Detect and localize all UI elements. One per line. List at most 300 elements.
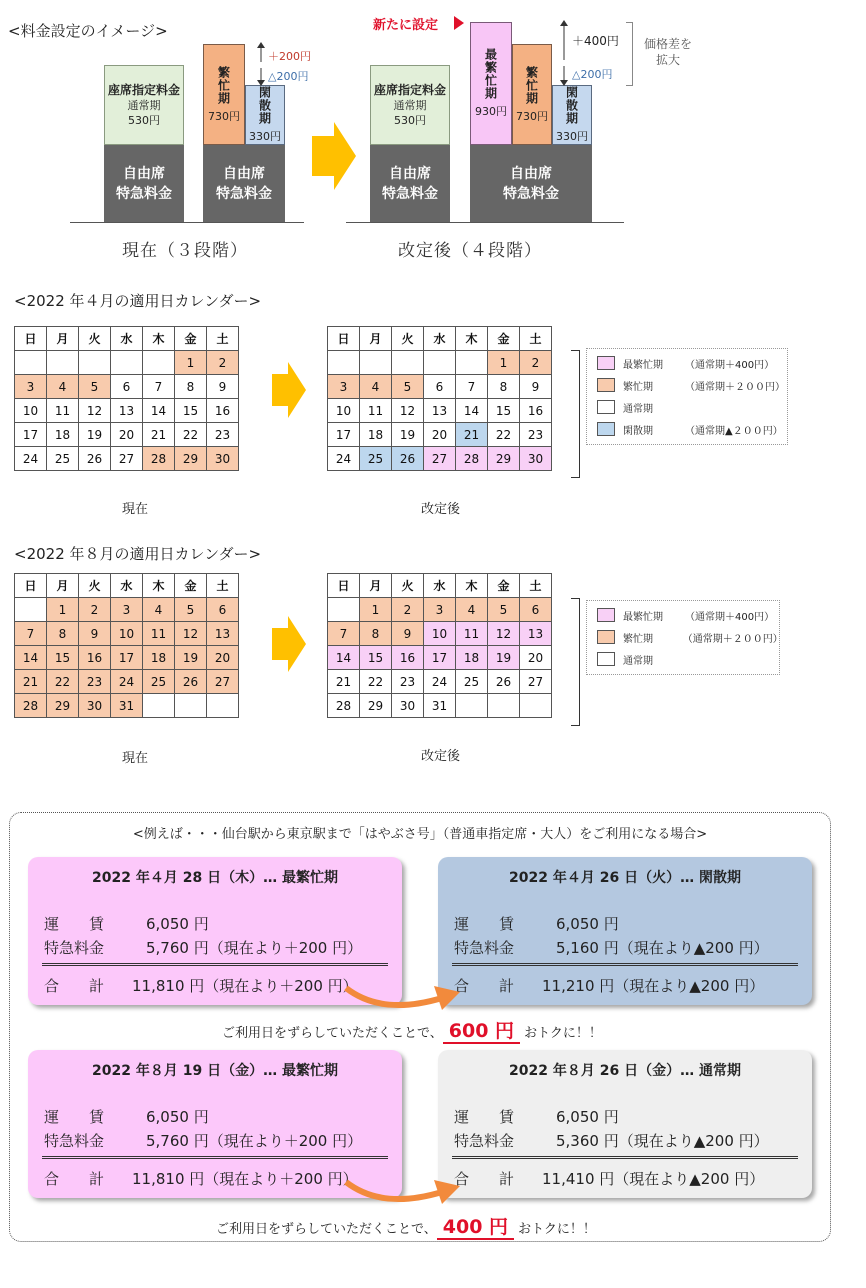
calendar-day-cell: 3 xyxy=(328,375,360,399)
calendar-day-cell xyxy=(175,694,207,718)
calendar-day-cell: 22 xyxy=(360,670,392,694)
weekday-header-row xyxy=(15,574,239,598)
calendar-day-cell: 19 xyxy=(79,423,111,447)
calendar-day-cell xyxy=(360,351,392,375)
card-april-off xyxy=(438,857,812,1005)
calendar-day-cell xyxy=(15,598,47,622)
calendar-day-cell: 24 xyxy=(15,447,47,471)
weekday-header: 火 xyxy=(79,327,111,351)
calendar-week-row xyxy=(328,351,552,375)
calendar-day-cell: 27 xyxy=(424,447,456,471)
calendar-day-cell: 18 xyxy=(456,646,488,670)
calendar-day-cell: 1 xyxy=(360,598,392,622)
calendar-day-cell: 16 xyxy=(207,399,239,423)
normal-price: 530円 xyxy=(394,113,426,127)
calendar-day-cell xyxy=(15,351,47,375)
weekday-header: 月 xyxy=(360,327,392,351)
calendar-day-cell: 19 xyxy=(392,423,424,447)
base-label-line1: 自由席 xyxy=(389,166,431,182)
april-current-caption: 現在 xyxy=(122,502,149,517)
calendar-day-cell xyxy=(111,351,143,375)
weekday-header: 木 xyxy=(456,327,488,351)
calendar-day-cell: 3 xyxy=(111,598,143,622)
april-current-calendar xyxy=(14,326,239,471)
total-value: 11,210 円（現在より▲200 円） xyxy=(542,977,765,995)
after-base-block-2 xyxy=(470,145,592,223)
calendar-day-cell: 13 xyxy=(520,622,552,646)
off-label: 閑散期 xyxy=(257,86,272,125)
calendar-day-cell: 28 xyxy=(15,694,47,718)
calendar-day-cell: 1 xyxy=(175,351,207,375)
calendar-day-cell: 26 xyxy=(488,670,520,694)
calendar-day-cell: 12 xyxy=(488,622,520,646)
calendar-day-cell: 13 xyxy=(111,399,143,423)
calendar-day-cell: 30 xyxy=(520,447,552,471)
calendar-day-cell: 4 xyxy=(47,375,79,399)
normal-price: 530円 xyxy=(128,113,160,127)
after-diff-down: △200円 xyxy=(572,68,613,81)
calendar-day-cell: 10 xyxy=(424,622,456,646)
calendar-day-cell: 24 xyxy=(111,670,143,694)
normal-sub: 通常期 xyxy=(127,98,161,112)
new-tag-arrow-icon xyxy=(454,16,464,30)
calendar-day-cell: 18 xyxy=(360,423,392,447)
calendar-week-row xyxy=(328,646,552,670)
note-line1: 価格差を xyxy=(644,37,693,51)
weekday-header: 日 xyxy=(328,327,360,351)
calendar-day-cell xyxy=(328,598,360,622)
weekday-header: 火 xyxy=(392,327,424,351)
calendar-day-cell: 11 xyxy=(456,622,488,646)
calendar-day-cell: 30 xyxy=(392,694,424,718)
calendar-day-cell: 29 xyxy=(360,694,392,718)
weekday-header-row xyxy=(328,327,552,351)
legend-item xyxy=(587,374,787,396)
legend-name: 閑散期 xyxy=(623,425,653,437)
savings-line-1 xyxy=(222,1016,602,1043)
express-label: 特急料金 xyxy=(454,1132,515,1150)
total-value: 11,410 円（現在より▲200 円） xyxy=(542,1170,765,1188)
april-bracket xyxy=(571,350,580,478)
calendar-day-cell: 4 xyxy=(360,375,392,399)
calendar-day-cell: 5 xyxy=(392,375,424,399)
calendar-day-cell: 17 xyxy=(424,646,456,670)
weekday-header: 金 xyxy=(488,327,520,351)
august-bracket xyxy=(571,598,580,726)
august-title: <2022 年８月の適用日カレンダー> xyxy=(14,545,262,563)
calendar-day-cell: 26 xyxy=(79,447,111,471)
weekday-header: 土 xyxy=(520,574,552,598)
august-current-calendar xyxy=(14,573,239,718)
calendar-day-cell: 20 xyxy=(520,646,552,670)
calendar-day-cell: 26 xyxy=(392,447,424,471)
april-revised-calendar xyxy=(327,326,552,471)
calendar-day-cell: 1 xyxy=(47,598,79,622)
calendar-day-cell: 14 xyxy=(328,646,360,670)
calendar-day-cell xyxy=(456,694,488,718)
calendar-week-row xyxy=(15,622,239,646)
peak-label: 最繁忙期 xyxy=(483,48,498,100)
calendar-day-cell: 8 xyxy=(175,375,207,399)
calendar-day-cell: 21 xyxy=(328,670,360,694)
before-busy-block xyxy=(203,44,245,145)
base-label-line2: 特急料金 xyxy=(116,186,172,202)
legend-swatch xyxy=(597,400,615,414)
after-base-block-1 xyxy=(370,145,450,223)
weekday-header: 日 xyxy=(328,574,360,598)
calendar-day-cell: 15 xyxy=(360,646,392,670)
calendar-day-cell xyxy=(143,694,175,718)
after-peak-block xyxy=(470,22,512,145)
total-label: 合 計 xyxy=(454,977,515,995)
after-baseline xyxy=(346,222,624,223)
calendar-day-cell: 16 xyxy=(79,646,111,670)
calendar-day-cell xyxy=(456,351,488,375)
calendar-day-cell: 9 xyxy=(207,375,239,399)
card-title: 2022 年８月 26 日（金）… 通常期 xyxy=(509,1063,741,1079)
calendar-week-row xyxy=(328,447,552,471)
august-revised-calendar xyxy=(327,573,552,718)
calendar-day-cell: 17 xyxy=(328,423,360,447)
new-tag: 新たに設定 xyxy=(373,18,439,33)
weekday-header: 火 xyxy=(392,574,424,598)
weekday-header: 水 xyxy=(111,574,143,598)
august-current-caption: 現在 xyxy=(122,751,149,766)
base-label-line1: 自由席 xyxy=(223,166,265,182)
calendar-day-cell: 12 xyxy=(175,622,207,646)
calendar-day-cell: 20 xyxy=(424,423,456,447)
fare-value: 6,050 円 xyxy=(556,1108,619,1126)
april-revised-caption: 改定後 xyxy=(421,502,461,517)
calendar-day-cell: 11 xyxy=(47,399,79,423)
express-label: 特急料金 xyxy=(44,939,105,957)
savings-line-2 xyxy=(216,1212,596,1239)
weekday-header: 水 xyxy=(424,574,456,598)
calendar-week-row xyxy=(328,622,552,646)
express-label: 特急料金 xyxy=(44,1132,105,1150)
calendar-day-cell: 18 xyxy=(143,646,175,670)
fare-label: 運 賃 xyxy=(44,1108,105,1126)
calendar-day-cell: 31 xyxy=(424,694,456,718)
base-label-line1: 自由席 xyxy=(123,166,165,182)
savings-amount: 600 円 xyxy=(443,1020,520,1044)
calendar-day-cell: 10 xyxy=(328,399,360,423)
calendar-day-cell: 9 xyxy=(520,375,552,399)
calendar-day-cell: 25 xyxy=(456,670,488,694)
calendar-day-cell: 16 xyxy=(392,646,424,670)
after-busy-block xyxy=(512,44,552,145)
calendar-day-cell: 29 xyxy=(47,694,79,718)
calendar-day-cell: 19 xyxy=(488,646,520,670)
card-august-normal xyxy=(438,1050,812,1198)
calendar-day-cell: 21 xyxy=(15,670,47,694)
fare-label: 運 賃 xyxy=(44,915,105,933)
calendar-day-cell: 12 xyxy=(392,399,424,423)
legend-desc: （通常期▲２００円） xyxy=(685,425,783,437)
calendar-day-cell: 28 xyxy=(456,447,488,471)
calendar-day-cell: 27 xyxy=(111,447,143,471)
calendar-day-cell: 6 xyxy=(111,375,143,399)
off-price: 330円 xyxy=(556,130,588,143)
calendar-day-cell: 13 xyxy=(207,622,239,646)
express-value: 5,760 円（現在より＋200 円） xyxy=(146,939,363,957)
legend-swatch xyxy=(597,608,615,622)
calendar-day-cell: 15 xyxy=(47,646,79,670)
calendar-day-cell xyxy=(79,351,111,375)
calendar-day-cell: 7 xyxy=(456,375,488,399)
calendar-day-cell: 20 xyxy=(207,646,239,670)
calendar-day-cell: 21 xyxy=(143,423,175,447)
weekday-header: 月 xyxy=(47,327,79,351)
calendar-day-cell: 3 xyxy=(424,598,456,622)
weekday-header: 火 xyxy=(79,574,111,598)
calendar-week-row xyxy=(15,694,239,718)
legend-swatch xyxy=(597,356,615,370)
busy-label: 繁忙期 xyxy=(216,65,231,105)
before-diff-up: ＋200円 xyxy=(268,50,311,63)
busy-price: 730円 xyxy=(208,109,240,123)
calendar-day-cell: 25 xyxy=(360,447,392,471)
calendar-day-cell: 22 xyxy=(175,423,207,447)
calendar-day-cell: 16 xyxy=(520,399,552,423)
calendar-day-cell: 7 xyxy=(328,622,360,646)
savings-arrow-icon-1 xyxy=(342,976,464,1018)
example-title: <例えば・・・仙台駅から東京駅まで「はやぶさ号」（普通車指定席・大人）をご利用になる場合> xyxy=(132,827,708,842)
weekday-header: 月 xyxy=(47,574,79,598)
weekday-header-row xyxy=(328,574,552,598)
legend-swatch xyxy=(597,630,615,644)
before-diff-down: △200円 xyxy=(268,70,309,83)
calendar-day-cell: 2 xyxy=(207,351,239,375)
card-title: 2022 年４月 28 日（木）… 最繁忙期 xyxy=(92,870,338,886)
base-label-line2: 特急料金 xyxy=(382,186,438,202)
calendar-day-cell: 4 xyxy=(143,598,175,622)
savings-post: おトクに！！ xyxy=(524,1026,602,1041)
calendar-week-row xyxy=(15,351,239,375)
legend-name: 最繁忙期 xyxy=(623,611,663,623)
august-revised-caption: 改定後 xyxy=(421,749,461,764)
legend-name: 最繁忙期 xyxy=(623,359,663,371)
calendar-day-cell: 11 xyxy=(143,622,175,646)
before-base-block-2 xyxy=(203,145,285,223)
august-arrow-icon xyxy=(272,616,306,672)
legend-desc: （通常期＋２００円） xyxy=(682,633,783,645)
weekday-header: 木 xyxy=(456,574,488,598)
note-line2: 拡大 xyxy=(656,53,681,67)
calendar-week-row xyxy=(328,598,552,622)
weekday-header-row xyxy=(15,327,239,351)
legend-swatch xyxy=(597,652,615,666)
calendar-day-cell: 2 xyxy=(79,598,111,622)
legend-name: 通常期 xyxy=(623,655,653,667)
fare-value: 6,050 円 xyxy=(556,915,619,933)
savings-pre: ご利用日をずらしていただくことで、 xyxy=(222,1026,443,1041)
total-value: 11,810 円（現在より＋200 円） xyxy=(132,977,358,995)
calendar-day-cell: 30 xyxy=(79,694,111,718)
calendar-day-cell: 17 xyxy=(15,423,47,447)
legend-desc: （通常期＋２００円） xyxy=(685,381,785,393)
calendar-day-cell: 23 xyxy=(520,423,552,447)
busy-label: 繁忙期 xyxy=(524,65,539,105)
calendar-day-cell xyxy=(47,351,79,375)
diagram-arrow-icon xyxy=(312,122,356,190)
legend-item xyxy=(587,396,787,418)
normal-label: 座席指定料金 xyxy=(373,82,446,97)
fare-value: 6,050 円 xyxy=(146,915,209,933)
total-label: 合 計 xyxy=(44,1170,105,1188)
calendar-week-row xyxy=(328,375,552,399)
calendar-day-cell: 28 xyxy=(143,447,175,471)
calendar-day-cell: 29 xyxy=(488,447,520,471)
legend-item xyxy=(587,648,779,670)
weekday-header: 月 xyxy=(360,574,392,598)
fare-label: 運 賃 xyxy=(454,915,515,933)
savings-post: おトクに！！ xyxy=(518,1222,596,1237)
legend-item xyxy=(587,352,787,374)
calendar-day-cell: 11 xyxy=(360,399,392,423)
legend-name: 繁忙期 xyxy=(623,381,653,393)
savings-amount: 400 円 xyxy=(437,1216,514,1240)
calendar-day-cell: 5 xyxy=(488,598,520,622)
legend-item xyxy=(587,604,779,626)
express-value: 5,160 円（現在より▲200 円） xyxy=(556,939,769,957)
calendar-day-cell: 2 xyxy=(520,351,552,375)
legend-desc: （通常期＋400円） xyxy=(685,611,775,623)
calendar-day-cell: 25 xyxy=(143,670,175,694)
after-note xyxy=(644,36,692,68)
total-label: 合 計 xyxy=(44,977,105,995)
legend-desc: （通常期＋400円） xyxy=(685,359,775,371)
april-arrow-icon xyxy=(272,362,306,418)
calendar-day-cell: 24 xyxy=(424,670,456,694)
calendar-week-row xyxy=(15,375,239,399)
calendar-day-cell: 30 xyxy=(207,447,239,471)
before-normal-block xyxy=(104,65,184,145)
calendar-day-cell: 13 xyxy=(424,399,456,423)
legend-item xyxy=(587,418,787,440)
april-legend xyxy=(586,348,788,445)
calendar-day-cell: 15 xyxy=(175,399,207,423)
peak-price: 930円 xyxy=(475,105,507,118)
express-value: 5,760 円（現在より＋200 円） xyxy=(146,1132,363,1150)
calendar-day-cell: 10 xyxy=(15,399,47,423)
calendar-day-cell: 8 xyxy=(488,375,520,399)
separator-line xyxy=(452,963,798,966)
weekday-header: 水 xyxy=(424,327,456,351)
fare-value: 6,050 円 xyxy=(146,1108,209,1126)
legend-name: 繁忙期 xyxy=(623,633,653,645)
before-baseline xyxy=(70,222,304,223)
calendar-day-cell: 31 xyxy=(111,694,143,718)
weekday-header: 土 xyxy=(520,327,552,351)
fare-label: 運 賃 xyxy=(454,1108,515,1126)
calendar-day-cell: 19 xyxy=(175,646,207,670)
calendar-day-cell xyxy=(520,694,552,718)
calendar-day-cell: 3 xyxy=(15,375,47,399)
weekday-header: 日 xyxy=(15,327,47,351)
calendar-day-cell: 18 xyxy=(47,423,79,447)
calendar-day-cell: 23 xyxy=(392,670,424,694)
calendar-day-cell: 14 xyxy=(456,399,488,423)
separator-line xyxy=(42,1156,388,1159)
calendar-day-cell: 7 xyxy=(15,622,47,646)
legend-swatch xyxy=(597,378,615,392)
calendar-week-row xyxy=(15,423,239,447)
april-title: <2022 年４月の適用日カレンダー> xyxy=(14,292,262,310)
savings-pre: ご利用日をずらしていただくことで、 xyxy=(216,1222,437,1237)
calendar-day-cell: 6 xyxy=(520,598,552,622)
normal-sub: 通常期 xyxy=(393,98,427,112)
calendar-day-cell: 27 xyxy=(207,670,239,694)
calendar-day-cell xyxy=(143,351,175,375)
base-label-line2: 特急料金 xyxy=(503,186,559,202)
weekday-header: 日 xyxy=(15,574,47,598)
calendar-day-cell: 26 xyxy=(175,670,207,694)
calendar-week-row xyxy=(15,447,239,471)
base-label-line1: 自由席 xyxy=(510,166,552,182)
weekday-header: 土 xyxy=(207,574,239,598)
calendar-week-row xyxy=(15,670,239,694)
calendar-day-cell: 1 xyxy=(488,351,520,375)
calendar-day-cell xyxy=(328,351,360,375)
calendar-day-cell: 2 xyxy=(392,598,424,622)
weekday-header: 土 xyxy=(207,327,239,351)
august-legend xyxy=(586,600,783,675)
off-label: 閑散期 xyxy=(564,86,579,125)
weekday-header: 金 xyxy=(175,574,207,598)
after-normal-block xyxy=(370,65,450,145)
weekday-header: 金 xyxy=(488,574,520,598)
card-title: 2022 年４月 26 日（火）… 閑散期 xyxy=(509,870,741,886)
weekday-header: 木 xyxy=(143,574,175,598)
off-price: 330円 xyxy=(249,130,281,143)
calendar-week-row xyxy=(15,399,239,423)
calendar-day-cell: 8 xyxy=(47,622,79,646)
base-label-line2: 特急料金 xyxy=(216,186,272,202)
after-diff-up: ＋400円 xyxy=(572,34,619,48)
calendar-day-cell: 23 xyxy=(207,423,239,447)
after-off-block xyxy=(552,85,592,145)
calendar-day-cell: 23 xyxy=(79,670,111,694)
calendar-day-cell: 14 xyxy=(15,646,47,670)
calendar-day-cell: 27 xyxy=(520,670,552,694)
calendar-week-row xyxy=(328,399,552,423)
calendar-day-cell: 22 xyxy=(47,670,79,694)
legend-swatch xyxy=(597,422,615,436)
calendar-week-row xyxy=(328,694,552,718)
before-caption: 現在（３段階） xyxy=(122,241,248,261)
calendar-day-cell: 20 xyxy=(111,423,143,447)
calendar-day-cell: 29 xyxy=(175,447,207,471)
before-off-block xyxy=(245,85,285,145)
calendar-day-cell xyxy=(424,351,456,375)
express-value: 5,360 円（現在より▲200 円） xyxy=(556,1132,769,1150)
total-label: 合 計 xyxy=(454,1170,515,1188)
calendar-day-cell: 6 xyxy=(207,598,239,622)
calendar-day-cell xyxy=(207,694,239,718)
calendar-day-cell xyxy=(392,351,424,375)
calendar-day-cell: 5 xyxy=(79,375,111,399)
busy-price: 730円 xyxy=(516,109,548,123)
weekday-header: 金 xyxy=(175,327,207,351)
weekday-header: 水 xyxy=(111,327,143,351)
calendar-day-cell: 15 xyxy=(488,399,520,423)
legend-name: 通常期 xyxy=(623,403,653,415)
calendar-week-row xyxy=(328,670,552,694)
calendar-day-cell: 10 xyxy=(111,622,143,646)
calendar-week-row xyxy=(15,598,239,622)
before-base-block-1 xyxy=(104,145,184,223)
